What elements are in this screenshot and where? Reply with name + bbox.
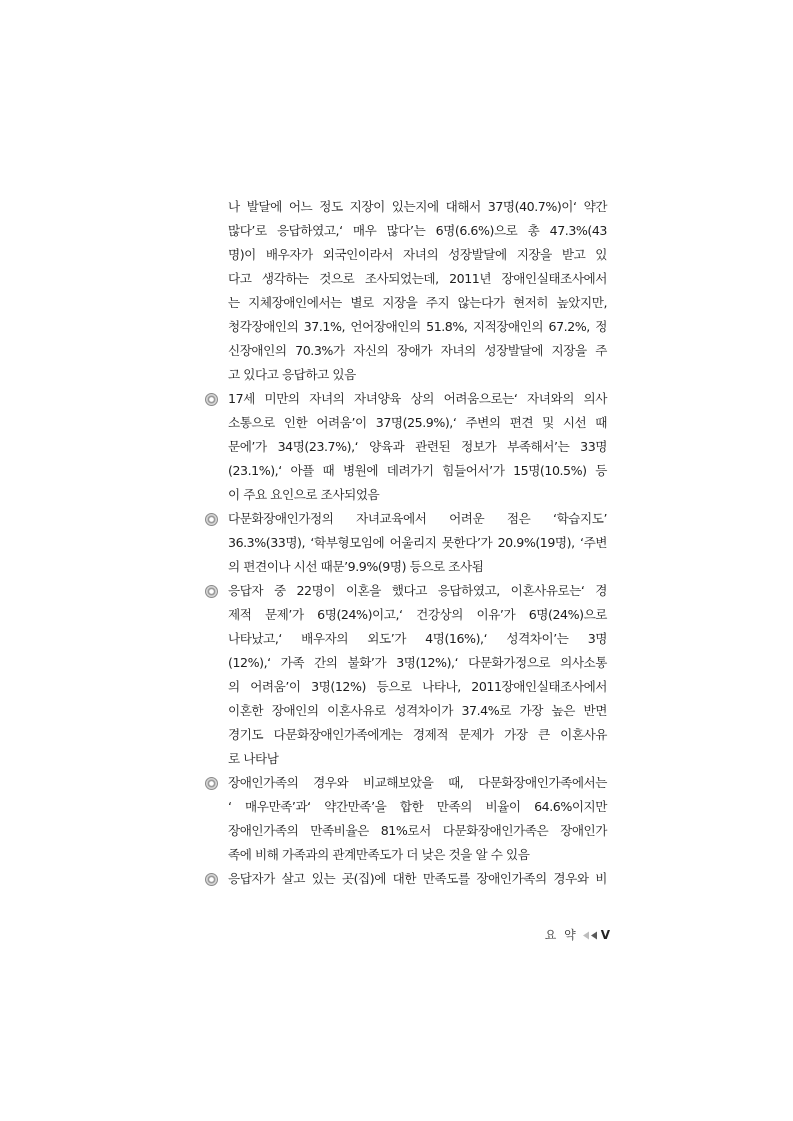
text-line: 나타났고,‘ 배우자의 외도’가 4명(16%),‘ 성격차이’는 3명 bbox=[228, 631, 607, 646]
text-line: 경기도 다문화장애인가족에게는 경제적 문제가 가장 큰 이혼사유 bbox=[228, 727, 607, 742]
text-line: 소통으로 인한 어려움’이 37명(25.9%),‘ 주변의 편견 및 시선 때 bbox=[228, 415, 607, 430]
page-number: V bbox=[600, 928, 610, 942]
circle-bullet-icon bbox=[205, 513, 218, 526]
text-line: 36.3%(33명), ‘학부형모임에 어울리지 못한다’가 20.9%(19명), ‘주변 bbox=[228, 535, 607, 550]
text-line: 명)이 배우자가 외국인이라서 자녀의 성장발달에 지장을 받고 있 bbox=[228, 247, 607, 262]
text-line: 장애인가족의 경우와 비교해보았을 때, 다문화장애인가족에서는 bbox=[228, 775, 607, 790]
page-footer bbox=[540, 927, 610, 943]
text-line: 는 지체장애인에서는 별로 지장을 주지 않는다가 현저히 높았지만, bbox=[228, 295, 607, 310]
text-line: (23.1%),‘ 아플 때 병원에 데려가기 힘들어서’가 15명(10.5%) 등 bbox=[228, 463, 607, 478]
text-line: 이 주요 요인으로 조사되었음 bbox=[228, 487, 380, 502]
text-line: 17세 미만의 자녀의 자녀양육 상의 어려움으로는‘ 자녀와의 의사 bbox=[228, 391, 607, 406]
text-line: 로 나타남 bbox=[228, 751, 279, 766]
double-left-triangle-icon bbox=[582, 928, 598, 944]
text-line: 다고 생각하는 것으로 조사되었는데, 2011년 장애인실태조사에서 bbox=[228, 271, 607, 286]
text-line: 제적 문제’가 6명(24%)이고,‘ 건강상의 이유’가 6명(24%)으로 bbox=[228, 607, 607, 622]
text-line: 청각장애인의 37.1%, 언어장애인의 51.8%, 지적장애인의 67.2%, 정 bbox=[228, 319, 607, 334]
circle-bullet-icon bbox=[205, 873, 218, 886]
circle-bullet-icon bbox=[205, 585, 218, 598]
circle-bullet-icon bbox=[205, 393, 218, 406]
text-line: 다문화장애인가정의 자녀교육에서 어려운 점은 ‘학습지도’ bbox=[228, 511, 607, 526]
text-line: 많다’로 응답하였고,‘ 매우 많다’는 6명(6.6%)으로 총 47.3%(43 bbox=[228, 223, 607, 238]
text-line: 응답자 중 22명이 이혼을 했다고 응답하였고, 이혼사유로는‘ 경 bbox=[228, 583, 607, 598]
text-line: ‘ 매우만족’과‘ 약간만족’을 합한 만족의 비율이 64.6%이지만 bbox=[228, 799, 607, 814]
text-line: 문에’가 34명(23.7%),‘ 양육과 관련된 정보가 부족해서’는 33명 bbox=[228, 439, 607, 454]
text-line: 고 있다고 응답하고 있음 bbox=[228, 367, 356, 382]
text-line: 신장애인의 70.3%가 자신의 장애가 자녀의 성장발달에 지장을 주 bbox=[228, 343, 607, 358]
text-line: 의 편견이나 시선 때문’9.9%(9명) 등으로 조사됨 bbox=[228, 559, 484, 574]
text-line: 장애인가족의 만족비율은 81%로서 다문화장애인가족은 장애인가 bbox=[228, 823, 607, 838]
section-label: 요 약 bbox=[544, 928, 578, 942]
text-line: 족에 비해 가족과의 관계만족도가 더 낮은 것을 알 수 있음 bbox=[228, 847, 530, 862]
text-line: 이혼한 장애인의 이혼사유로 성격차이가 37.4%로 가장 높은 반면 bbox=[228, 703, 607, 718]
text-line: 의 어려움’이 3명(12%) 등으로 나타나, 2011장애인실태조사에서 bbox=[228, 679, 607, 694]
text-line: (12%),‘ 가족 간의 불화’가 3명(12%),‘ 다문화가정으로 의사소통 bbox=[228, 655, 607, 670]
text-line: 나 발달에 어느 정도 지장이 있는지에 대해서 37명(40.7%)이‘ 약간 bbox=[228, 199, 607, 214]
circle-bullet-icon bbox=[205, 777, 218, 790]
text-line: 응답자가 살고 있는 곳(집)에 대한 만족도를 장애인가족의 경우와 비 bbox=[228, 871, 607, 886]
